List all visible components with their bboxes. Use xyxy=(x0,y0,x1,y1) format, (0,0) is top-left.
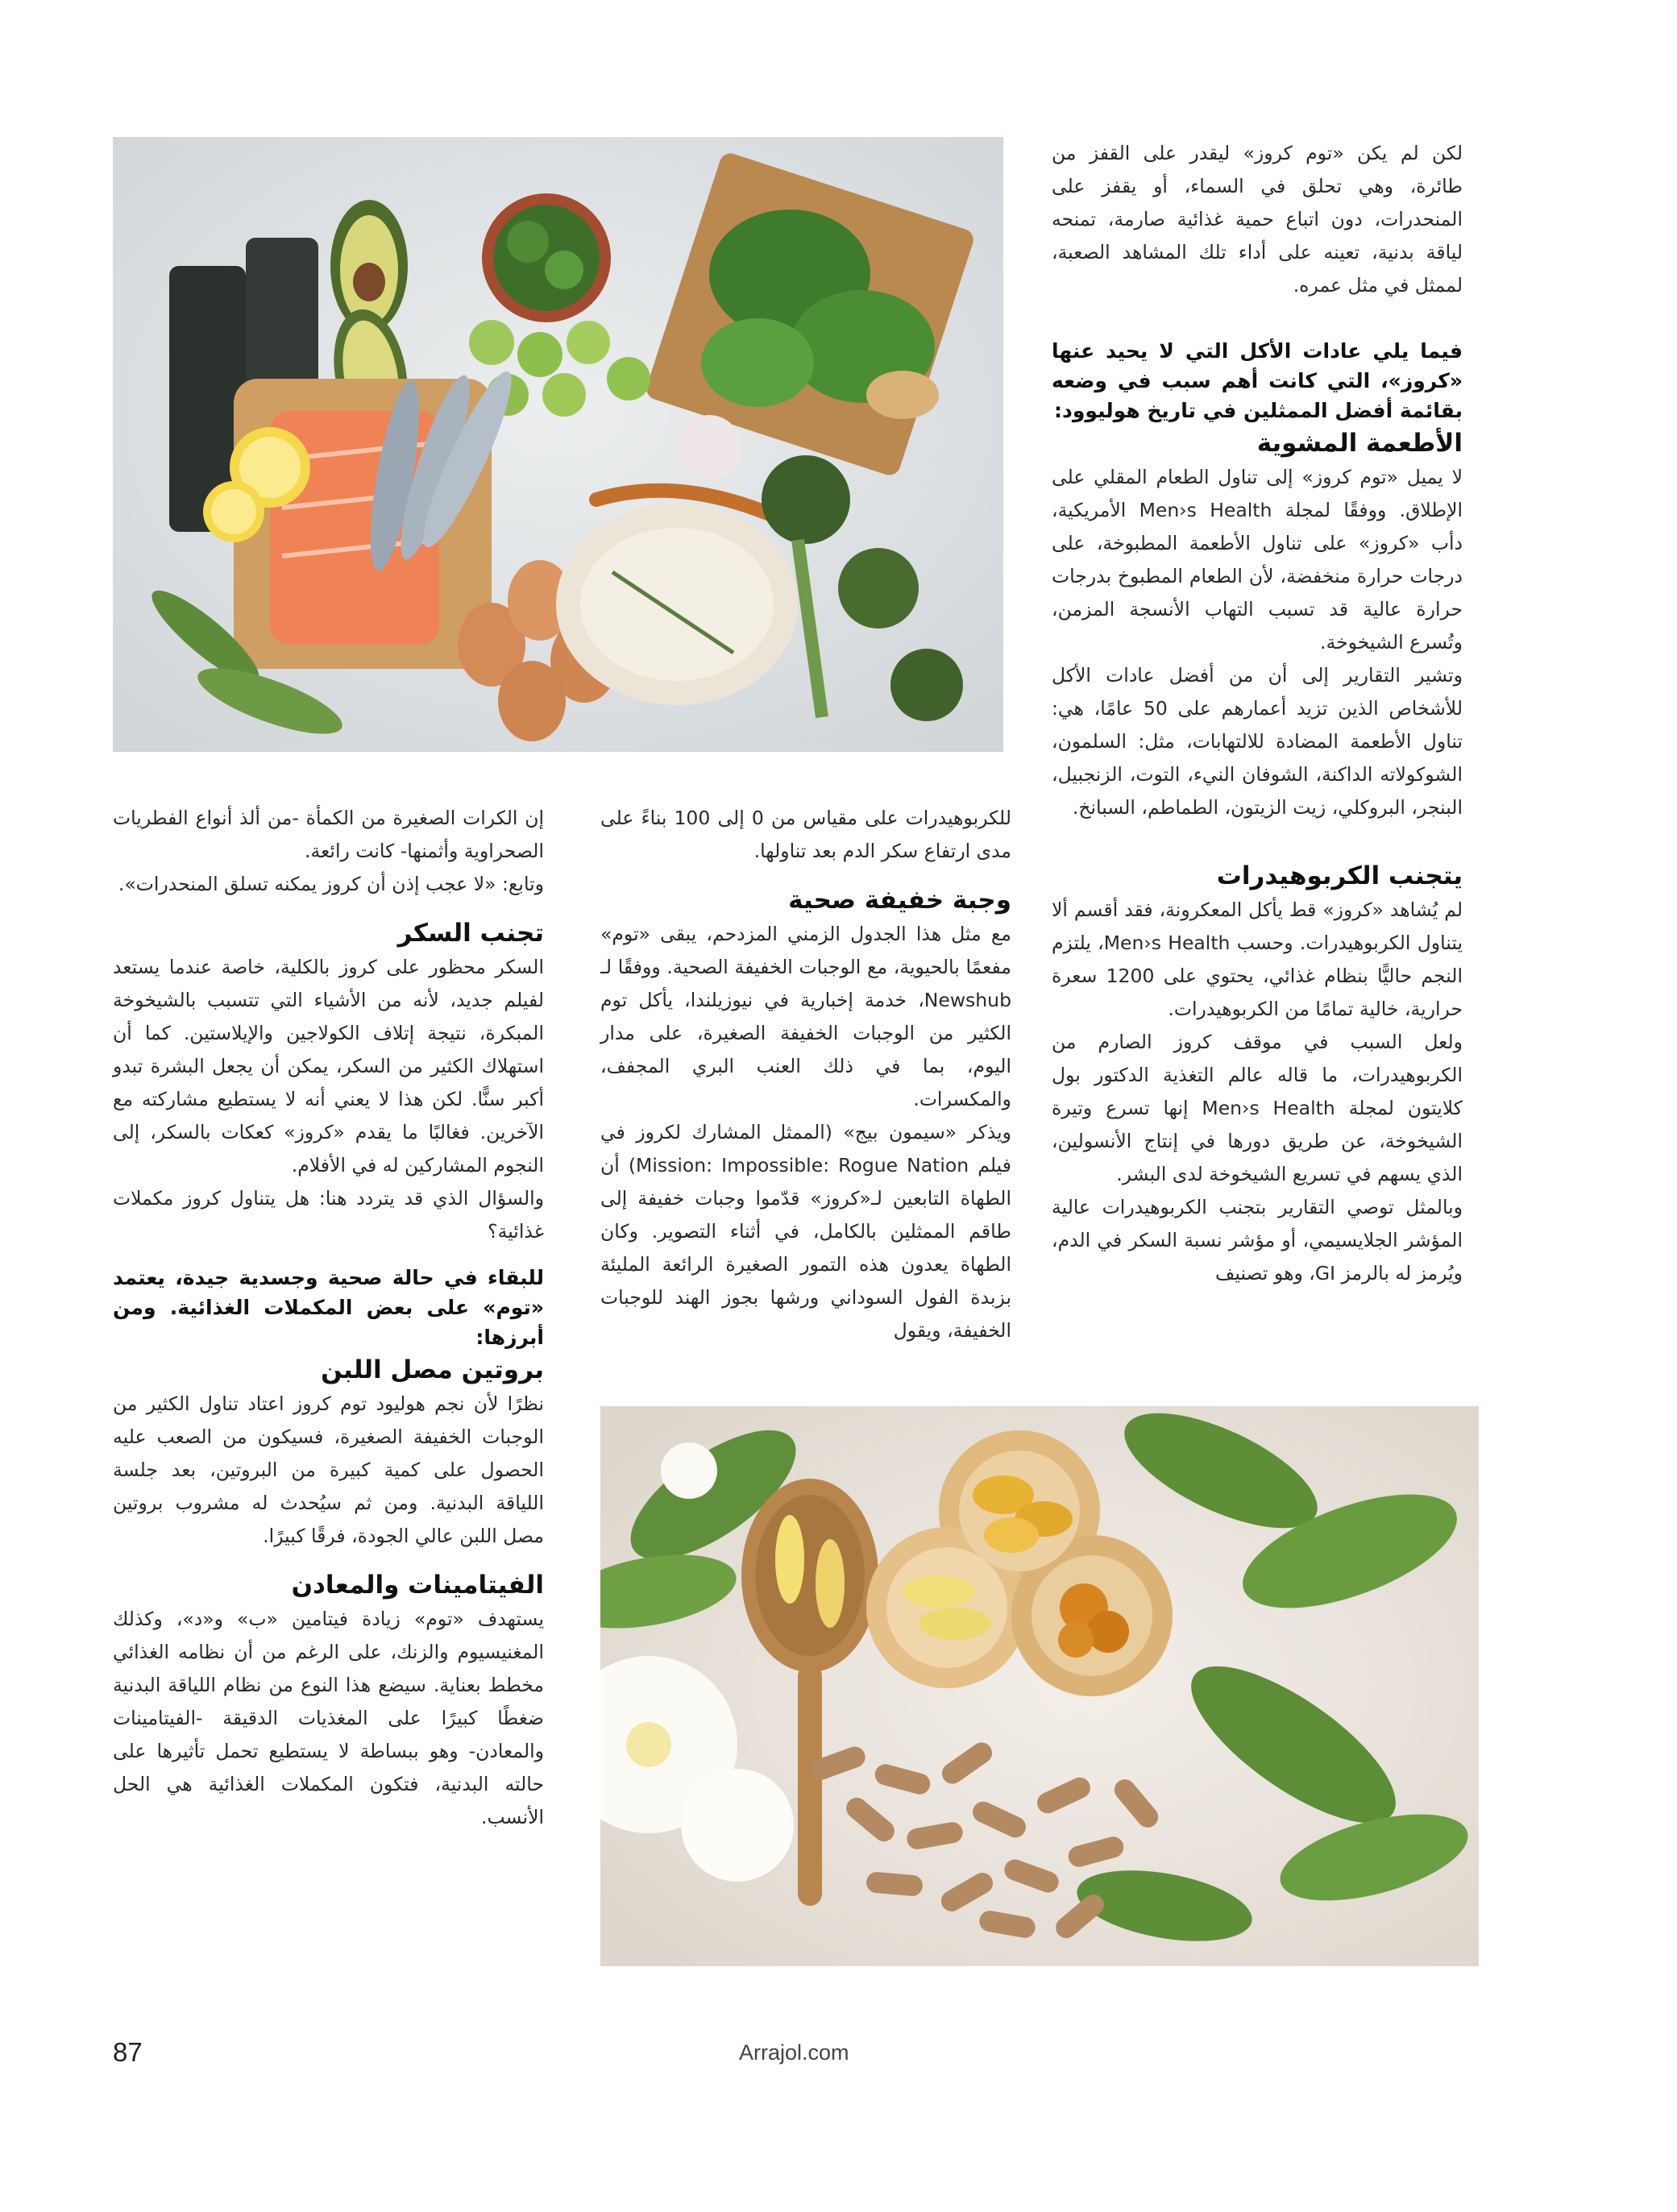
whey-protein-heading: بروتين مصل اللبن xyxy=(321,1355,544,1384)
snack-paragraph-2: ويذكر «سيمون بيج» (الممثل المشارك لكروز في فيلم Mission: Impossible: Rogue Nation) أن الطهاة التابعين لـ«كروز» قدّموا وجبات خفيفة إلى طاقم الممثلين بالكامل، في أثناء التصوير. وكان الطهاة يعدون هذه التمور الصغيرة الرائعة المليئة بزبدة الفول السوداني ورشها بجوز الهند للوجبات الخفيفة، ويقول xyxy=(600,1121,1011,1342)
page-number: 87 xyxy=(113,2037,143,2067)
vitamins-minerals-heading: الفيتامينات والمعادن xyxy=(291,1571,544,1600)
right-column-bottom xyxy=(1052,858,1463,1290)
grilled-paragraph-2: وتشير التقارير إلى أن من أفضل عادات الأكل للأشخاص الذين تزيد أعمارهم على 50 عامًا، هي: تناول الأطعمة المضادة للالتهابات، مثل: السلمون، الشوكولاته الداكنة، الشوفان النيء، التوت، الزنجبيل، البنجر، البروكلي، زيت الزيتون، الطماطم، السبانخ. xyxy=(1052,664,1463,819)
carbs-paragraph-2: ولعل السبب في موقف كروز الصارم من الكربوهيدرات، ما قاله عالم التغذية الدكتور بول كلايتون لمجلة Men›s Health إنها تسرع وتيرة الشيخوخة، عن طريق دورها في إنتاج الأنسولين، الذي يسهم في تسريع الشيخوخة لدى البشر. xyxy=(1052,1031,1463,1185)
avoid-carbs-heading: يتجنب الكربوهيدرات xyxy=(1216,861,1463,890)
grilled-paragraph-1: لا يميل «توم كروز» إلى تناول الطعام المقلي على الإطلاق. ووفقًا لمجلة Men›s Health الأمريكية، دأب «كروز» على تناول الأطعمة المطبوخة، على درجات حرارة منخفضة، لأن الطعام المطبوخ بدرجات حرارة عالية قد تسبب التهاب الأنسجة المزمن، وتُسرع الشيخوخة. xyxy=(1052,466,1463,654)
avoid-sugar-heading: تجنب السكر xyxy=(397,919,544,948)
carbs-paragraph-3: وبالمثل توصي التقارير بتجنب الكربوهيدرات عالية المؤشر الجلايسيمي، أو مؤشر نسبة السكر في الدم، ويُرمز له بالرمز GI، وهو تصنيف xyxy=(1052,1196,1463,1284)
supplements-lead: للبقاء في حالة صحية وجسدية جيدة، يعتمد «توم» على بعض المكملات الغذائية. ومن أبرزها: xyxy=(113,1266,544,1349)
supplements-photo-icon xyxy=(600,1406,1479,1966)
healthy-food-photo xyxy=(113,137,1003,752)
intro-paragraph: لكن لم يكن «توم كروز» ليقدر على القفز من طائرة، وهي تحلق في السماء، أو يقفز على المنحدرات، دون اتباع حمية غذائية صارمة، تمنحه لياقة بدنية، تعينه على أداء تلك المشاهد الصعبة، لممثل في مثل عمره. xyxy=(1052,142,1463,297)
carbs-continuation: للكربوهيدرات على مقياس من 0 إلى 100 بناءً على مدى ارتفاع سكر الدم بعد تناولها. xyxy=(600,807,1011,862)
section-lead: فيما يلي عادات الأكل التي لا يحيد عنها «كروز»، التي كانت أهم سبب في وضعه بقائمة أفضل الممثلين في تاريخ هوليوود: xyxy=(1052,339,1463,422)
left-continuation-2: وتابع: «لا عجب إذن أن كروز يمكنه تسلق المنحدرات». xyxy=(118,873,544,895)
supplements-photo xyxy=(600,1406,1479,1966)
sugar-paragraph-1: السكر محظور على كروز بالكلية، خاصة عندما يستعد لفيلم جديد، لأنه من الأشياء التي تتسبب بالشيخوخة المبكرة، نتيجة إتلاف الكولاجين والإيلاستين. كما أن استهلاك الكثير من السكر، يمكن أن يجعل البشرة تبدو أكبر سنًّا. لكن هذا لا يعني أنه لا يستطيع مشاركته مع الآخرين. فغالبًا ما يقدم «كروز» كعكات بالسكر، إلى النجوم المشاركين له في الأفلام. xyxy=(113,956,544,1177)
middle-column xyxy=(600,802,1011,1347)
grilled-food-heading: الأطعمة المشوية xyxy=(1256,429,1463,458)
carbs-paragraph-1: لم يُشاهد «كروز» قط يأكل المعكرونة، فقد أقسم ألا يتناول الكربوهيدرات. وحسب Men›s Health، يلتزم النجم حاليًّا بنظام غذائي، يحتوي على 1200 سعرة حرارية، خالية تمامًا من الكربوهيدرات. xyxy=(1052,898,1463,1020)
site-name: Arrajol.com xyxy=(739,2040,849,2065)
snack-paragraph-1: مع مثل هذا الجدول الزمني المزدحم، يبقى «توم» مفعمًا بالحيوية، مع الوجبات الخفيفة الصحية. ووفقًا لـ Newshub، خدمة إخبارية في نيوزيلندا، يأكل توم الكثير من الوجبات الخفيفة الصغيرة، على مدار اليوم، بما في ذلك العنب البري المجفف، والمكسرات. xyxy=(600,923,1011,1110)
left-column xyxy=(113,802,544,1834)
left-continuation-1: إن الكرات الصغيرة من الكمأة -من ألذ أنواع الفطريات الصحراوية وأثمنها- كانت رائعة. xyxy=(113,807,544,862)
vitamins-paragraph: يستهدف «توم» زيادة فيتامين «ب» و«د»، وكذلك المغنيسيوم والزنك، على الرغم من أن نظامه الغذائي مخطط بعناية. سيضع هذا النوع من نظام اللياقة البدنية ضغطًا كبيرًا على المغذيات الدقيقة -الفيتامينات والمعادن- وهو ببساطة لا يستطيع تحمل تأثيرها على حالته البدنية، فتكون المكملات الغذائية هي الحل الأنسب. xyxy=(113,1608,544,1828)
healthy-snack-heading: وجبة خفيفة صحية xyxy=(788,886,1011,915)
right-column-top xyxy=(1052,137,1463,824)
sugar-paragraph-2: والسؤال الذي قد يتردد هنا: هل يتناول كروز مكملات غذائية؟ xyxy=(113,1187,544,1243)
whey-paragraph: نظرًا لأن نجم هوليود توم كروز اعتاد تناول الكثير من الوجبات الخفيفة الصغيرة، فسيكون من الصعب عليه الحصول على كمية كبيرة من البروتين، بعد جلسة اللياقة البدنية. ومن ثم سيُحدث له مشروب بروتين مصل اللبن عالي الجودة، فرقًا كبيرًا. xyxy=(113,1392,544,1547)
healthy-food-photo-icon xyxy=(113,137,1003,752)
